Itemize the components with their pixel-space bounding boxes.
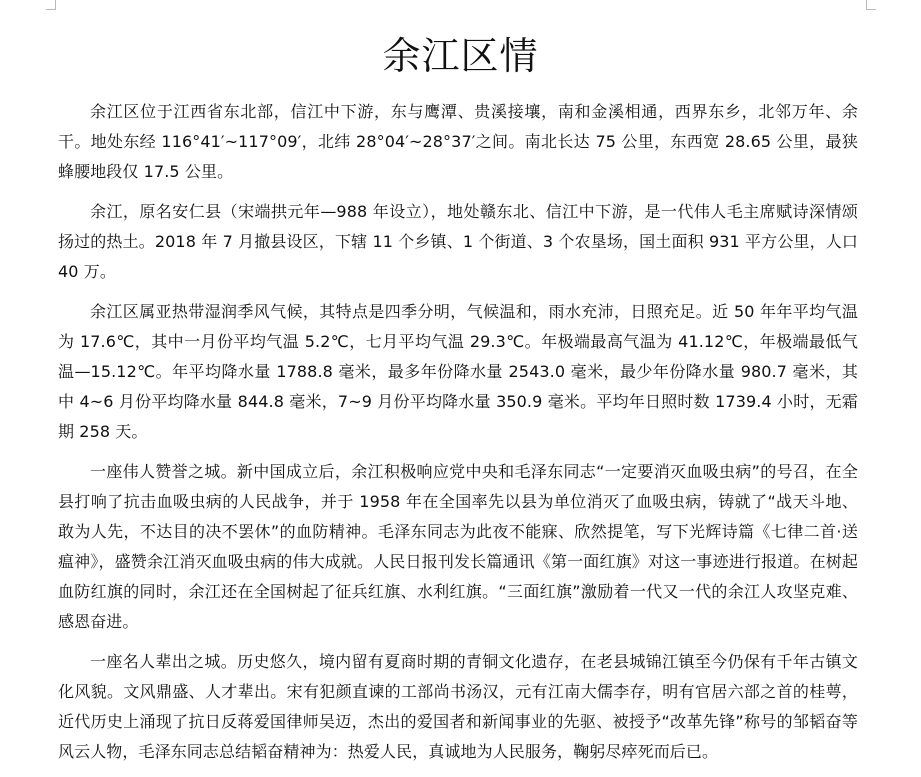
paragraph-great-man-city: 一座伟人赞誉之城。新中国成立后，余江积极响应党中央和毛泽东同志“一定要消灭血吸虫病”的号召，在全县打响了抗击血吸虫病的人民战争，并于 1958 年在全国率先以县为单位消灭了血吸虫病，铸就了“战天斗地、敢为人先，不达目的决不罢休”的血防精神。毛泽东同志为此夜不能寐、欣然提笔，写下光辉诗篇《七律二首·送瘟神》，盛赞余江消灭血吸虫病的伟大成就。人民日报刊发长篇通讯《第一面红旗》对这一事迹进行报道。在树起血防红旗的同时，余江还在全国树起了征兵红旗、水利红旗。“三面红旗”激励着一代又一代的余江人攻坚克难、感恩奋进。 xyxy=(58,462,858,631)
paragraph-famous-people-city: 一座名人辈出之城。历史悠久，境内留有夏商时期的青铜文化遗存，在老县城锦江镇至今仍保有千年古镇文化风貌。文风鼎盛、人才辈出。宋有犯颜直谏的工部尚书汤汉，元有江南大儒李存，明有官居六部之首的桂萼，近代历史上涌现了抗日反蒋爱国律师吴迈，杰出的爱国者和新闻事业的先驱、被授予“改革先锋”称号的邹韬奋等风云人物，毛泽东同志总结韬奋精神为：热爱人民，真诚地为人民服务，鞠躬尽瘁死而后已。 xyxy=(58,652,858,761)
paragraph-history: 余江，原名安仁县（宋端拱元年—988 年设立），地处赣东北、信江中下游，是一代伟人毛主席赋诗深情颂扬过的热土。2018 年 7 月撤县设区，下辖 11 个乡镇、1 个街道、3 个农垦场，国土面积 931 平方公里，人口 40 万。 xyxy=(58,202,858,281)
paragraph-climate: 余江区属亚热带湿润季风气候，其特点是四季分明，气候温和，雨水充沛，日照充足。近 50 年年平均气温为 17.6℃，其中一月份平均气温 5.2℃，七月平均气温 29.3℃。年极端最高气温为 41.12℃，年极端最低气温—15.12℃。年平均降水量 1788.8 毫米，最多年份降水量 2543.0 毫米，最少年份降水量 980.7 毫米，其中 4~6 月份平均降水量 844.8 毫米，7~9 月份平均降水量 350.9 毫米。平均年日照时数 1739.4 小时，无霜期 258 天。 xyxy=(58,302,858,441)
document-body xyxy=(58,97,858,777)
page-margin-corner-mark-left xyxy=(46,0,56,10)
paragraph-location: 余江区位于江西省东北部，信江中下游，东与鹰潭、贵溪接壤，南和金溪相通，西界东乡，北邻万年、余干。地处东经 116°41′~117°09′，北纬 28°04′~28°37′之间。南北长达 75 公里，东西宽 28.65 公里，最狭蜂腰地段仅 17.5 公里。 xyxy=(58,102,858,181)
document-title: 余江区情 xyxy=(382,34,539,78)
page-margin-corner-mark-right xyxy=(866,0,876,10)
